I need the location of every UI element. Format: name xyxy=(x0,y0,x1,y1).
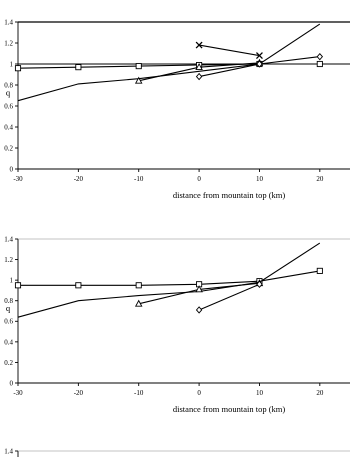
series-line-1 xyxy=(18,64,320,68)
y-tick-label: 1.4 xyxy=(4,447,13,456)
data-point-diamond xyxy=(196,307,201,313)
chart-panel-1 xyxy=(4,18,350,200)
y-tick-label: 0.4 xyxy=(4,338,13,347)
y-tick-label: 1 xyxy=(9,276,13,285)
y-tick-label: 0.2 xyxy=(4,358,13,367)
y-axis-label: q xyxy=(5,87,11,98)
x-tick-label: 10 xyxy=(255,175,263,183)
series-line-5 xyxy=(199,45,259,56)
data-point-square xyxy=(136,283,141,288)
x-axis-label: distance from mountain top (km) xyxy=(172,404,286,414)
y-tick-label: 1 xyxy=(9,60,13,69)
y-tick-label: 1.2 xyxy=(4,255,13,264)
y-tick-label: 0.2 xyxy=(4,144,13,153)
data-point-square xyxy=(76,65,81,70)
y-tick-label: 1.4 xyxy=(4,18,13,27)
y-tick-label: 0.6 xyxy=(4,317,13,326)
data-point-square xyxy=(317,61,322,66)
x-tick-label: -20 xyxy=(73,389,84,397)
chart-panel-3 xyxy=(4,447,350,457)
x-axis-label: distance from mountain top (km) xyxy=(172,190,286,200)
x-tick-label: 20 xyxy=(316,175,324,183)
y-tick-label: 0 xyxy=(9,165,13,174)
data-point-diamond xyxy=(196,74,201,80)
x-tick-label: 0 xyxy=(197,389,201,397)
x-tick-label: -10 xyxy=(134,175,144,183)
y-tick-label: 1.4 xyxy=(4,235,13,244)
x-tick-label: -30 xyxy=(13,389,23,397)
x-tick-label: 10 xyxy=(255,389,263,397)
y-tick-label: 0 xyxy=(9,379,13,388)
x-tick-label: -10 xyxy=(134,389,144,397)
data-point-square xyxy=(76,283,81,288)
chart-panel-2 xyxy=(4,235,350,414)
x-tick-label: 0 xyxy=(197,175,201,183)
x-tick-label: 20 xyxy=(316,389,324,397)
data-point-diamond xyxy=(317,54,322,60)
y-tick-label: 0.4 xyxy=(4,123,13,132)
data-point-square xyxy=(15,283,20,288)
x-tick-label: -30 xyxy=(13,175,23,183)
series-line-2 xyxy=(18,243,320,317)
y-tick-label: 0.8 xyxy=(4,81,13,90)
y-tick-label: 1.2 xyxy=(4,39,13,48)
data-point-square xyxy=(15,66,20,71)
x-tick-label: -20 xyxy=(73,175,84,183)
y-axis-label: q xyxy=(5,302,11,313)
data-point-square xyxy=(136,64,141,69)
y-tick-label: 0.6 xyxy=(4,102,13,111)
y-tick-label: 0.8 xyxy=(4,297,13,306)
data-point-square xyxy=(317,268,322,273)
